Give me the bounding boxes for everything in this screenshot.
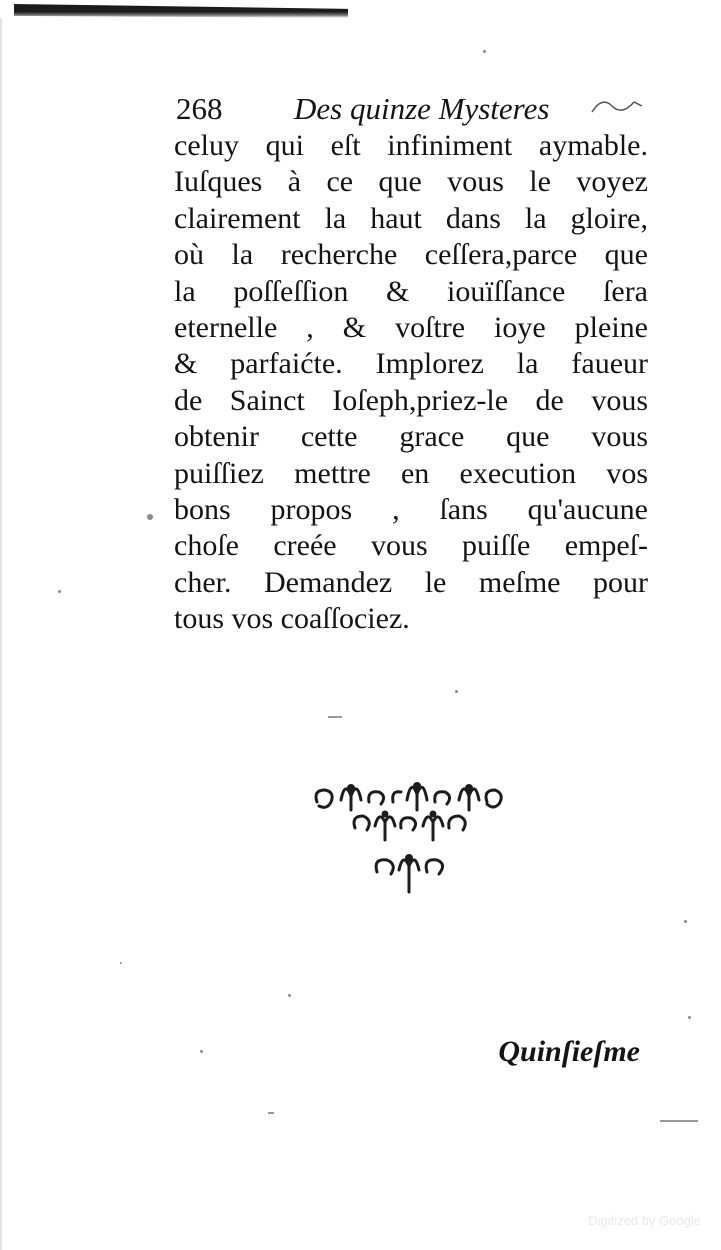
page-number: 268	[176, 91, 223, 126]
speck	[455, 690, 458, 693]
text-line: celuy qui eſt infiniment aymable.	[174, 129, 648, 162]
running-title: Des quinze Mysteres	[294, 91, 550, 126]
speck	[58, 590, 61, 593]
running-header	[176, 90, 646, 128]
stray-mark	[328, 716, 342, 718]
speck	[147, 514, 153, 520]
speck	[200, 1050, 203, 1053]
text-line: clairement la haut dans la gloire,	[174, 201, 648, 235]
text-line: & parfaićte. Implorez la faueur	[174, 347, 648, 381]
stray-mark	[660, 1120, 698, 1122]
catchword: Quinſieſme	[498, 1035, 640, 1068]
text-line: choſe creée vous puiſſe empeſ-	[174, 529, 648, 563]
text-line: puiſſiez mettre en execution vos	[174, 456, 648, 490]
text-line: Iuſques à ce que vous le voyez	[174, 165, 648, 199]
text-line: de Sainct Ioſeph,priez-le de vous	[174, 383, 648, 417]
text-line: tous vos coaſſociez.	[174, 602, 410, 636]
text-line: obtenir cette grace que vous	[174, 420, 648, 454]
speck	[288, 994, 291, 997]
body-text	[174, 128, 648, 637]
speck	[684, 920, 687, 923]
text-line: cher. Demandez le meſme pour	[174, 565, 648, 599]
text-line: bons propos , ſans qu'aucune	[174, 492, 648, 526]
digitization-watermark: Digitized by Google	[588, 1213, 701, 1228]
stray-mark	[268, 1112, 274, 1114]
fleuron-ornament-icon	[311, 770, 507, 900]
header-flourish-icon	[588, 92, 644, 122]
speck	[483, 50, 486, 53]
ink-smudge	[14, 4, 348, 18]
text-line: la poſſeſſion & iouïſſance ſera	[174, 274, 648, 308]
text-line: eternelle , & voſtre ioye pleine	[174, 310, 648, 344]
speck	[688, 1016, 691, 1019]
page-edge-shadow	[0, 18, 3, 1250]
speck	[120, 962, 122, 964]
text-line: où la recherche ceſſera,parce que	[174, 238, 648, 272]
